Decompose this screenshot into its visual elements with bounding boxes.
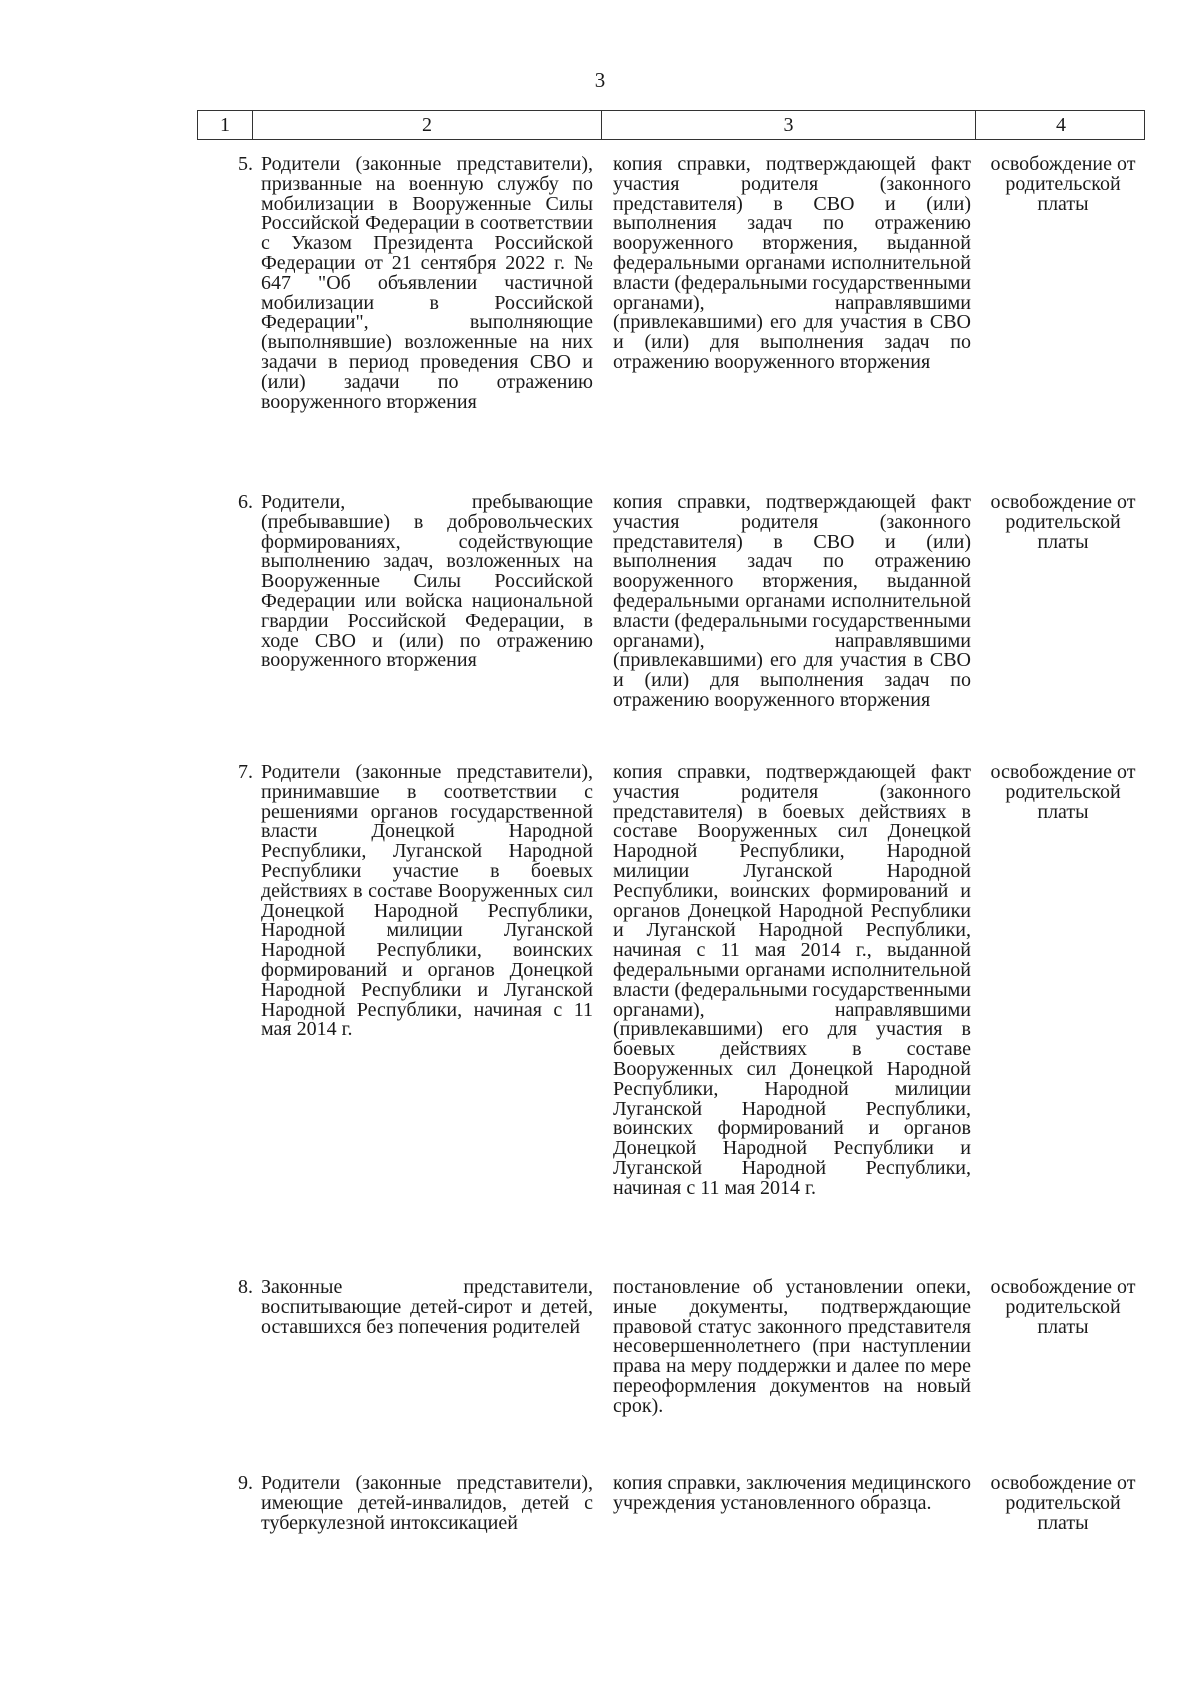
recipient-category: Законные представители, воспитывающие детей-сирот и детей, оставшихся без попечения родителей (261, 1276, 593, 1338)
column-header-2: 2 (252, 111, 601, 139)
recipient-category: Родители (законные представители), имеющие детей-инвалидов, детей с туберкулезной интоксикацией (261, 1472, 593, 1534)
row-number: 9. (238, 1472, 253, 1494)
recipient-category: Родители, пребывающие (пребывавшие) в добровольческих формированиях, содействующие выполнению задач, возложенных на Вооруженные Силы Российской Федерации или войска национальной гвардии Российской Федерации, в ходе СВО и (или) по отражению вооруженного вторжения (261, 491, 593, 672)
required-documents: копия справки, заключения медицинского учреждения установленного образца. (613, 1472, 971, 1514)
column-header-3: 3 (601, 111, 975, 139)
recipient-category: Родители (законные представители), принимавшие в соответствии с решениями органов государственной власти Донецкой Народной Республики, Луганской Народной Республики участие в боевых действиях в составе Вооруженных сил Донецкой Народной Республики, Народной милиции Луганской Народной Республики, воинских формирований и органов Донецкой Народной Республики и Луганской Народной Республики, начиная с 11 мая 2014 г. (261, 761, 593, 1041)
benefit-type: освобождение от родительской платы (990, 1276, 1136, 1338)
table-row (197, 1278, 1145, 1454)
row-number: 7. (238, 761, 253, 783)
table-body (197, 155, 1145, 1553)
table-row (197, 1474, 1145, 1533)
table-row (197, 155, 1145, 473)
recipient-category: Родители (законные представители), призванные на военную службу по мобилизации в Вооруженные Силы Российской Федерации в соответствии с Указом Президента Российской Федерации от 21 сентября 2022 г. № 647 "Об объявлении частичной мобилизации в Российской Федерации", выполняющие (выполнявшие) возложенные на них задачи в период проведения СВО и (или) задачи по отражению вооруженного вторжения (261, 153, 593, 413)
row-number: 8. (238, 1276, 253, 1298)
page-number: 3 (594, 68, 606, 92)
column-header-1: 1 (220, 114, 230, 136)
table-header-row (197, 110, 1145, 140)
column-header-4: 4 (975, 111, 1146, 139)
required-documents: копия справки, подтверждающей факт участия родителя (законного представителя) в боевых действиях в составе Вооруженных сил Донецкой Народной Республики, Народной милиции Луганской Народной Республики, воинских формирований и органов Донецкой Народной Республики и Луганской Народной Республики, начиная с 11 мая 2014 г., выданной федеральными органами исполнительной власти (федеральными государственными органами), направлявшими (привлекавшими) его для участия в боевых действиях в составе Вооруженных сил Донецкой Народной Республики, Народной милиции Луганской Народной Республики, воинских формирований и органов Донецкой Народной Республики и Луганской Народной Республики, начиная с 11 мая 2014 г. (613, 761, 971, 1199)
benefit-type: освобождение от родительской платы (990, 491, 1136, 553)
benefit-type: освобождение от родительской платы (990, 153, 1136, 215)
table-row (197, 493, 1145, 743)
benefit-type: освобождение от родительской платы (990, 1472, 1136, 1534)
required-documents: копия справки, подтверждающей факт участия родителя (законного представителя) в СВО и (или) выполнения задач по отражению вооруженного вторжения, выданной федеральными органами исполнительной власти (федеральными государственными органами), направлявшими (привлекавшими) его для участия в СВО и (или) для выполнения задач по отражению вооруженного вторжения (613, 153, 971, 373)
row-number: 5. (238, 153, 253, 175)
benefit-type: освобождение от родительской платы (990, 761, 1136, 823)
row-number: 6. (238, 491, 253, 513)
required-documents: копия справки, подтверждающей факт участия родителя (законного представителя) в СВО и (или) выполнения задач по отражению вооруженного вторжения, выданной федеральными органами исполнительной власти (федеральными государственными органами), направлявшими (привлекавшими) его для участия в СВО и (или) для выполнения задач по отражению вооруженного вторжения (613, 491, 971, 711)
required-documents: постановление об установлении опеки, иные документы, подтверждающие правовой статус законного представителя несовершеннолетнего (при наступлении права на меру поддержки и далее по мере переоформления документов на новый срок). (613, 1276, 971, 1417)
table-row (197, 763, 1145, 1258)
